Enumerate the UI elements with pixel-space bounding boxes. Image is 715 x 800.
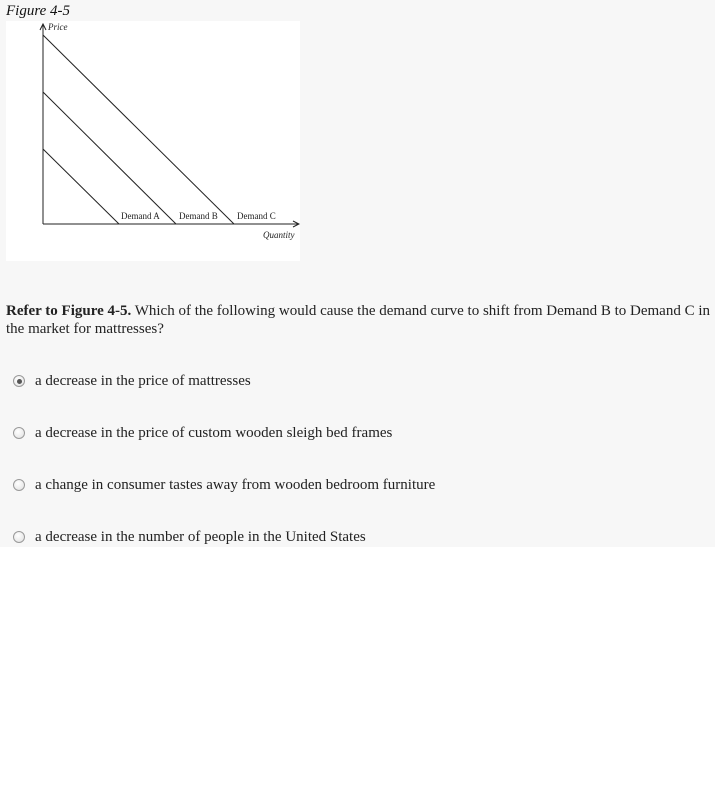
option-2[interactable] xyxy=(13,423,703,443)
demand-a-label: Demand A xyxy=(121,211,160,221)
y-axis-label: Price xyxy=(48,22,68,32)
demand-b-label: Demand B xyxy=(179,211,218,221)
radio-icon[interactable] xyxy=(13,531,25,543)
demand-a-line xyxy=(43,149,119,224)
option-label: a decrease in the number of people in the United States xyxy=(35,528,366,545)
x-axis-label: Quantity xyxy=(263,230,295,240)
figure-title: Figure 4-5 xyxy=(6,3,71,19)
option-label: a change in consumer tastes away from wooden bedroom furniture xyxy=(35,476,436,493)
figure-image xyxy=(6,21,300,261)
option-4[interactable] xyxy=(13,527,703,547)
option-1[interactable] xyxy=(13,371,703,391)
demand-c-line xyxy=(43,35,234,224)
question-text xyxy=(6,302,710,338)
radio-selected-icon[interactable] xyxy=(13,375,25,387)
option-label: a decrease in the price of mattresses xyxy=(35,372,251,389)
question-body: Which of the following would cause the demand curve to shift from Demand B to Demand C in the market for mattresses? xyxy=(6,303,711,337)
demand-curves-graph xyxy=(6,21,300,261)
figure-reference: Refer to Figure 4-5. xyxy=(6,303,132,319)
radio-icon[interactable] xyxy=(13,479,25,491)
demand-b-line xyxy=(43,92,176,224)
option-label: a decrease in the price of custom wooden sleigh bed frames xyxy=(35,424,393,441)
radio-icon[interactable] xyxy=(13,427,25,439)
demand-c-label: Demand C xyxy=(237,211,276,221)
option-3[interactable] xyxy=(13,475,703,495)
